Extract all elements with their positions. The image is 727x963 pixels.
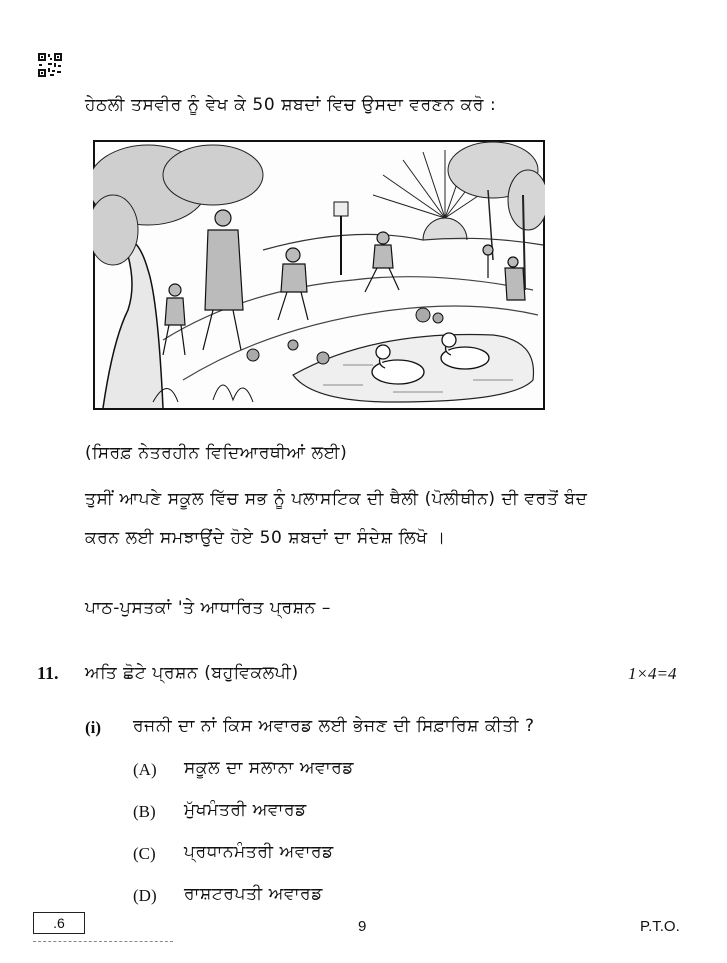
question-marks: 1×4=4	[628, 664, 677, 683]
footer-divider	[33, 941, 173, 942]
option-a-label: (A)	[133, 760, 157, 779]
paper-code-box: .6	[33, 912, 85, 934]
park-scene-illustration	[93, 140, 545, 410]
option-d-text: ਰਾਸ਼ਟਰਪਤੀ ਅਵਾਰਡ	[184, 884, 323, 904]
sub-question-text: ਰਜਨੀ ਦਾ ਨਾਂ ਕਿਸ ਅਵਾਰਡ ਲਈ ਭੇਜਣ ਦੀ ਸਿਫ਼ਾਰਿਸ਼ ਕੀਤੀ ?	[133, 716, 535, 736]
qr-code-icon	[38, 53, 62, 77]
page-number: 9	[358, 918, 367, 935]
sub-question-label: (i)	[85, 718, 102, 737]
option-d-label: (D)	[133, 886, 157, 905]
picture-instruction: ਹੇਠਲੀ ਤਸਵੀਰ ਨੂੰ ਵੇਖ ਕੇ 50 ਸ਼ਬਦਾਂ ਵਿਚ ਉਸਦਾ ਵਰਣਨ ਕਰੋ :	[85, 95, 497, 115]
option-c-label: (C)	[133, 844, 156, 863]
question-title: ਅਤਿ ਛੋਟੇ ਪ੍ਰਸ਼ਨ (ਬਹੁਵਿਕਲਪੀ)	[85, 663, 299, 683]
option-a-text: ਸਕੂਲ ਦਾ ਸਲਾਨਾ ਅਵਾਰਡ	[184, 758, 355, 778]
blind-students-text-line-2: ਕਰਨ ਲਈ ਸਮਝਾਉਂਦੇ ਹੋਏ 50 ਸ਼ਬਦਾਂ ਦਾ ਸੰਦੇਸ਼ ਲਿਖੋ ।	[85, 528, 446, 548]
option-b-label: (B)	[133, 802, 156, 821]
question-number: 11.	[37, 663, 59, 683]
blind-students-text-line-1: ਤੁਸੀਂ ਆਪਣੇ ਸਕੂਲ ਵਿੱਚ ਸਭ ਨੂੰ ਪਲਾਸਟਿਕ ਦੀ ਥੈਲੀ (ਪੋਲੀਥੀਨ) ਦੀ ਵਰਤੋਂ ਬੰਦ	[85, 489, 588, 509]
option-c-text: ਪ੍ਰਧਾਨਮੰਤਰੀ ਅਵਾਰਡ	[184, 842, 334, 862]
pto-label: P.T.O.	[640, 918, 680, 935]
textbook-section-heading: ਪਾਠ-ਪੁਸਤਕਾਂ 'ਤੇ ਆਧਾਰਿਤ ਪ੍ਰਸ਼ਨ –	[85, 598, 331, 618]
option-b-text: ਮੁੱਖਮੰਤਰੀ ਅਵਾਰਡ	[184, 800, 307, 820]
blind-students-heading: (ਸਿਰਫ਼ ਨੇਤਰਹੀਨ ਵਿਦਿਆਰਥੀਆਂ ਲਈ)	[85, 443, 348, 463]
